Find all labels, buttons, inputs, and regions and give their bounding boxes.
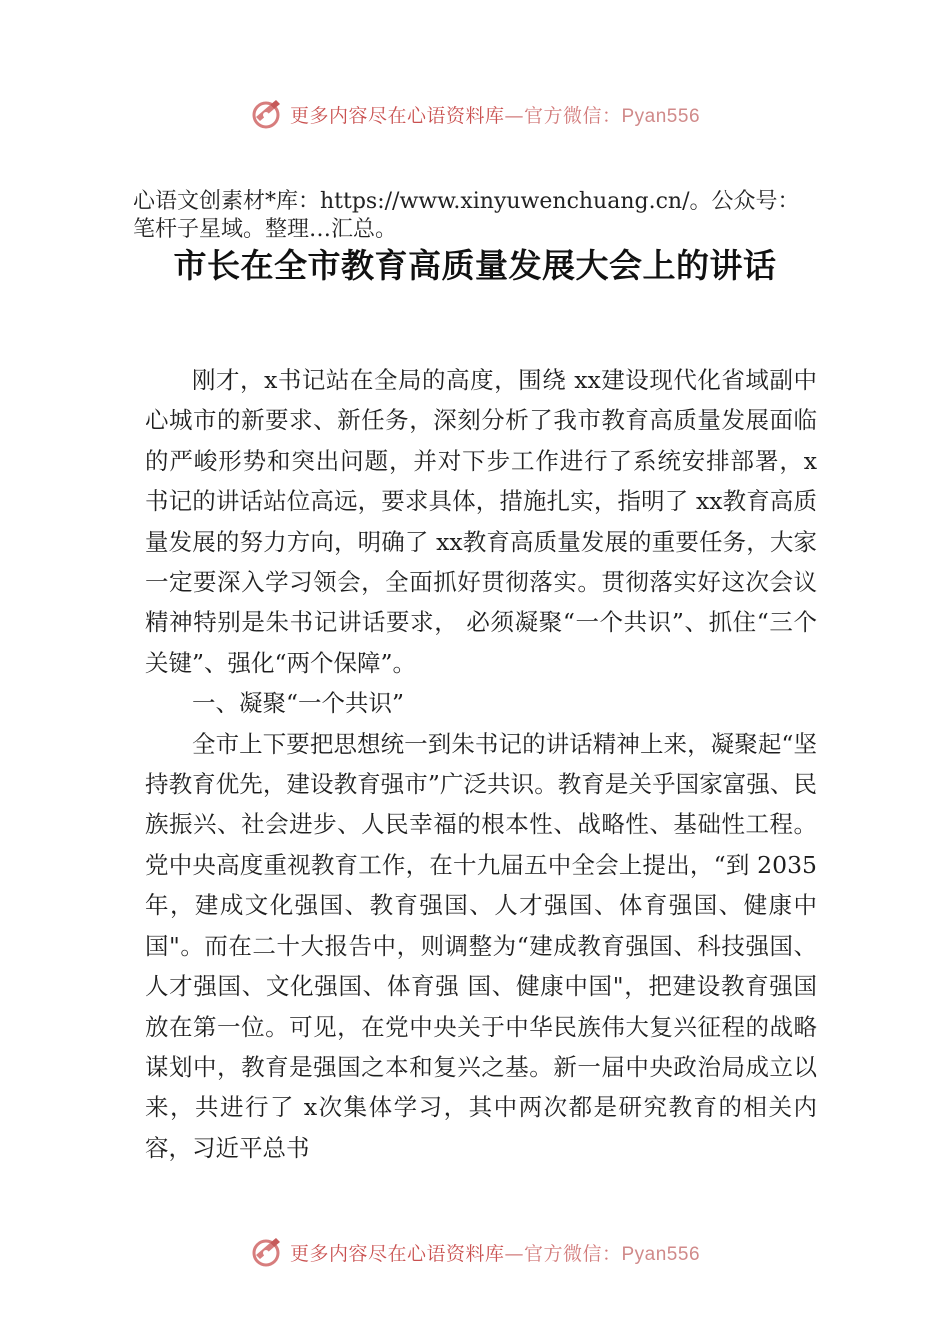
watermark-main: 更多内容尽在心语资料库 xyxy=(289,104,505,127)
watermark-header xyxy=(0,94,950,134)
watermark-footer xyxy=(0,1232,950,1272)
source-line-2: 笔杆子星域。整理…汇总。 xyxy=(133,217,398,242)
source-note xyxy=(133,188,863,244)
paragraph-intro: 刚才，x书记站在全局的高度，围绕 xx建设现代化省域副中心城市的新要求、新任务，深刻分析了我市教育高质量发展面临的严峻形势和突出问题，并对下步工作进行了系统安排部署，x 书记的讲话站位高远，要求具体，措施扎实，指明了 xx教育高质量发展的努力方向，明确了 xx教育高质量发展的重要任务，大家一定要深入学习领会，全面抓好贯彻落实。贯彻落实好这次会议精神特别是朱书记讲话要求， 必须凝聚“一个共识”、抓住“三个关键”、强化“两个保障”。 xyxy=(145,366,817,677)
watermark-text xyxy=(290,101,700,128)
watermark-id: Pyan556 xyxy=(621,105,701,127)
watermark-separator: —官方微信： xyxy=(504,1242,622,1265)
source-line-1: 心语文创素材*库：https://www.xinyuwenchuang.cn/。公众号： xyxy=(133,189,800,214)
document-title: 市长在全市教育高质量发展大会上的讲话 xyxy=(173,246,777,285)
section-heading-1: 一、凝聚“一个共识” xyxy=(192,689,405,718)
watermark-separator: —官方微信： xyxy=(504,104,622,127)
watermark-main: 更多内容尽在心语资料库 xyxy=(289,1242,505,1265)
watermark-id: Pyan556 xyxy=(621,1243,701,1265)
document-body xyxy=(145,360,817,1168)
pen-logo-icon xyxy=(250,1235,284,1269)
pen-logo-icon xyxy=(250,97,284,131)
paragraph-section-1: 全市上下要把思想统一到朱书记的讲话精神上来，凝聚起“坚持教育优先，建设教育强市”广泛共识。教育是关乎国家富强、民族振兴、社会进步、人民幸福的根本性、战略性、基础性工程。党中央高度重视教育工作，在十九届五中全会上提出，“到 2035年，建成文化强国、教育强国、人才强国、体育强国、健康中国"。而在二十大报告中，则调整为“建成教育强国、科技强国、人才强国、文化强国、体育强 国、健康中国"，把建设教育强国放在第一位。可见，在党中央关于中华民族伟大复兴征程的战略谋划中，教育是强国之本和复兴之基。新一届中央政治局成立以来，共进行了 x次集体学习，其中两次都是研究教育的相关内容，习近平总书 xyxy=(145,729,817,1162)
watermark-text xyxy=(290,1239,700,1266)
